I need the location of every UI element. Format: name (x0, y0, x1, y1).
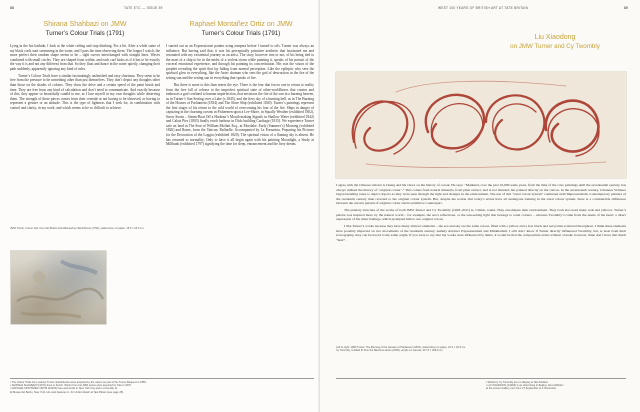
shahbazi-caption: JMW Turner, Colour trial, from the Bristol and Malmesbury Sketchbook (1791), watercolour on paper, 16.5 × 28.3 cm (10, 227, 144, 230)
paragraph: The primary structure of the works of both JMW Turner and Cy Twombly (1928–2011) is, I think, round. They encompass their environment. They both also used many reds and yellows. Turner’s palette was inspired more by the natural world – for example, the sea’s reflections, or the sun-setting light that belongs to tonal colours – whereas Twombly’s came from the needs of his heart: a direct expression of his inner feelings, which prompted him to use original colour. (336, 208, 626, 222)
footnote-line: • SHIRANA SHAHBAZI (b1974) lives in Zurich. Works from her ARR series were acquired by Tate in 2007. (10, 384, 132, 388)
footnote-line: • RAPHAEL MONTAÑEZ ORTIZ (b1934) lives and works in New York City and is a founder of (10, 387, 118, 391)
twombly-scribbles (336, 72, 626, 178)
liu-caption (336, 346, 626, 353)
ortiz-heading-sub: Turner’s Colour Trials (1791) (201, 29, 281, 37)
liu-heading (480, 34, 630, 51)
footnote-rule-right (336, 378, 626, 379)
shahbazi-heading-name: Shirana Shahbazi on JMW (43, 21, 127, 28)
colour-trial-brushwork (11, 251, 106, 324)
liu-text (336, 183, 626, 245)
paragraph: I agree with the Chinese scholar A Cheng and his views on the history of colour. He says: “Mankind, over the past 10,000 some years, from the time of the cave paintings until the seventeenth century, has always utilised the history of ‘original colour’.” This comes from natural minerals, from plant extract, and is not blended, but painted directly on the canvas. In the seventeenth century, Johannes Vermeer began blending tones to depict objects as they were seen through the light and changes in the environment. The use of this “tonal colour system” continued until Impressionism. Contemporary painters of the twentieth century then reverted to the original colour system. But, despite the notion that today’s artists have all undergone training in the tonal colour system, there is a considerable difference between the current pursuit of original colour and its primitive counterpart. (336, 183, 626, 205)
ortiz-heading (166, 21, 316, 38)
shahbazi-heading (10, 21, 160, 38)
footnote-line: • Works by Cy Twombly are on display at Tate Modern. (486, 381, 549, 384)
turner-colour-trial-image (11, 251, 106, 324)
paragraph: But there is more to this than meets the eye. There is the fear that forces one to return to reality from the free fall of release to the imperfect spiritual state of other-worldliness that creates and embraces a god confined to human imperfection, that envisions the fire of the sun in a burning heaven, as in Turner’s Sun Setting over a Lake (c.1845), and the fiery sky of a burning hell, as in The Burning of the Houses of Parliament (1834) and The Slave Ship (exhibited 1840). Turner’s paintings represent the first stages of his return to the cold world of overcoming his fear of the fire. Ships in danger of capsizing in the churning oceans in Fishermen upon a Lee-Shore, in Squally Weather (exhibited 1802), Snow Storm – Steam-Boat Off a Harbour’s Mouth making Signals in Shallow Water (exhibited 1842) and Calais Pier (1803) finally reach harbour in Dido building Carthage (1815). We experience Turner safe on land in The Seat of William Moffatt Esq., at Mortlake. Early (Summer’s) Morning (exhibited 1826) and Rome, from the Vatican. Raffaelle, Accompanied by La Fornarina, Preparing his Pictures for the Decoration of the Loggia (exhibited 1820). The spiritual vision of a flaming sky is absent. He has returned to normality. Only to have it all begin again with his painting Moonlight, a Study at Millbank (exhibited 1797) signifying the time for sleep, entrancement and the fiery dream. (166, 82, 314, 147)
footnotes-left (10, 381, 210, 394)
footnotes-right (486, 381, 626, 391)
page-number-left: 88 (10, 6, 15, 10)
paragraph: Turner’s Colour Trials have a similar fascinatingly unfinished and easy charisma. They seem to be free from the pressure to be something other than just themselves. They don’t depict any thoughts other than those on the shades of colours. They show the drive and a certain speed of the paint brush and time. They are free from any kind of calculation and don’t need to communicate. And exactly because of this, they appear so beautifully candid to me, as I lose myself in my own thoughts while observing them. The strength of these pieces comes from their centrale at not having to be observed, or having to represent a gesture or an attitude. This is the type of lightness that I seek for, in combination with control and clarity, in my work, and which seems to be so difficult to achieve. (10, 73, 160, 110)
footnote-line: El Museo del Barrio, New York. His work features in ‘Art Under Attack’ at Tate Britain (see page 45). (10, 390, 124, 394)
footnote-line: • LIU XIAODONG (b1963) is an artist living in Beijing. His exhibition (486, 384, 564, 388)
caption-line: Cy Twombly, Untitled III from the Bacchus series (2005), acrylic on canvas, 317.5 × 468.3 cm (336, 349, 443, 353)
paragraph: Lying in the hot bathtub, I look at the white ceiling and stop thinking. For a bit. After a while some of my black curls start swimming in the water, and I pass the time observing them. The longer I watch, the more perfect their random shape seems to be – tight curves interchanged with straight lines. Waves combined with small circles. They are shaped from within, and each curl looks as if it has to be exactly the way it is and not any different from that. So they float and dance in the water quietly, changing their path suddenly, apparently ignoring any kind of rules. (10, 44, 160, 71)
footnote-rule-left (10, 378, 314, 379)
paragraph: I started out as an Expressionist painter using tempera before I turned to oils. Turner was always an influence. But having said that, it was his perceptually primitive aesthetic that fascinated me and resonated with my existential journey as an artist. The story, however true or not, of his being tied to the mast of a ship to be in the midst of a violent storm while painting it, speaks of his pursuit of the visceral emotional experience, and through his painting its concretisation. His was the vision of the prophet revealing the spirit that lay hiding from normal perception. Like the epileptic who sees the spiritual glow in everything, like the Aztec shaman who sees the god of destruction in the fire of the setting sun and the setting sun in everything that speaks of fire. (166, 44, 314, 80)
shahbazi-text (10, 44, 160, 113)
twombly-bacchus-image (336, 72, 626, 178)
ortiz-heading-name: Raphael Montañez Ortiz on JMW (189, 21, 293, 28)
footnote-line: • The Colour Trials from various Turner sketchbooks were acquired by the nation as part of the Turner Bequest in 1856. (10, 381, 147, 384)
liu-heading-sub: on JMW Turner and Cy Twombly (510, 42, 600, 50)
running-head-left: TATE ETC — ISSUE 59 (124, 6, 163, 10)
footnote-line: at the Lisson Gallery runs from 27 September to 2 November. (486, 387, 557, 391)
shahbazi-heading-sub: Turner’s Colour Trials (1791) (45, 29, 125, 37)
caption-line: Left to right: JMW Turner, The Burning of the Houses of Parliament (1834), watercolour on paper, 23.3 × 32.5 cm. (336, 346, 466, 349)
liu-heading-name: Liu Xiaodong (534, 34, 576, 41)
paragraph: I like Turner’s works because they have many abstract elements – the sea and sky are the same colour, filled with a yellow and a few black and red points scattered throughout. I think these elements have possibly impacted on two movements of the twentieth century, namely Abstract Expressionism and Minimalism. I still don’t know if Turner directly influenced Twombly, but, at least from their iconography, they can be traced to the same origin. If you were to say that my works were influenced by theirs, it would be that the composition exists without a break; however, mine don’t have that much “heat”. (336, 224, 626, 242)
page-number-right: 89 (624, 6, 629, 10)
ortiz-text (166, 44, 314, 149)
running-head-right: WEST 100 YEARS OF BRITISH ART AT TATE BRITAIN (438, 6, 529, 10)
